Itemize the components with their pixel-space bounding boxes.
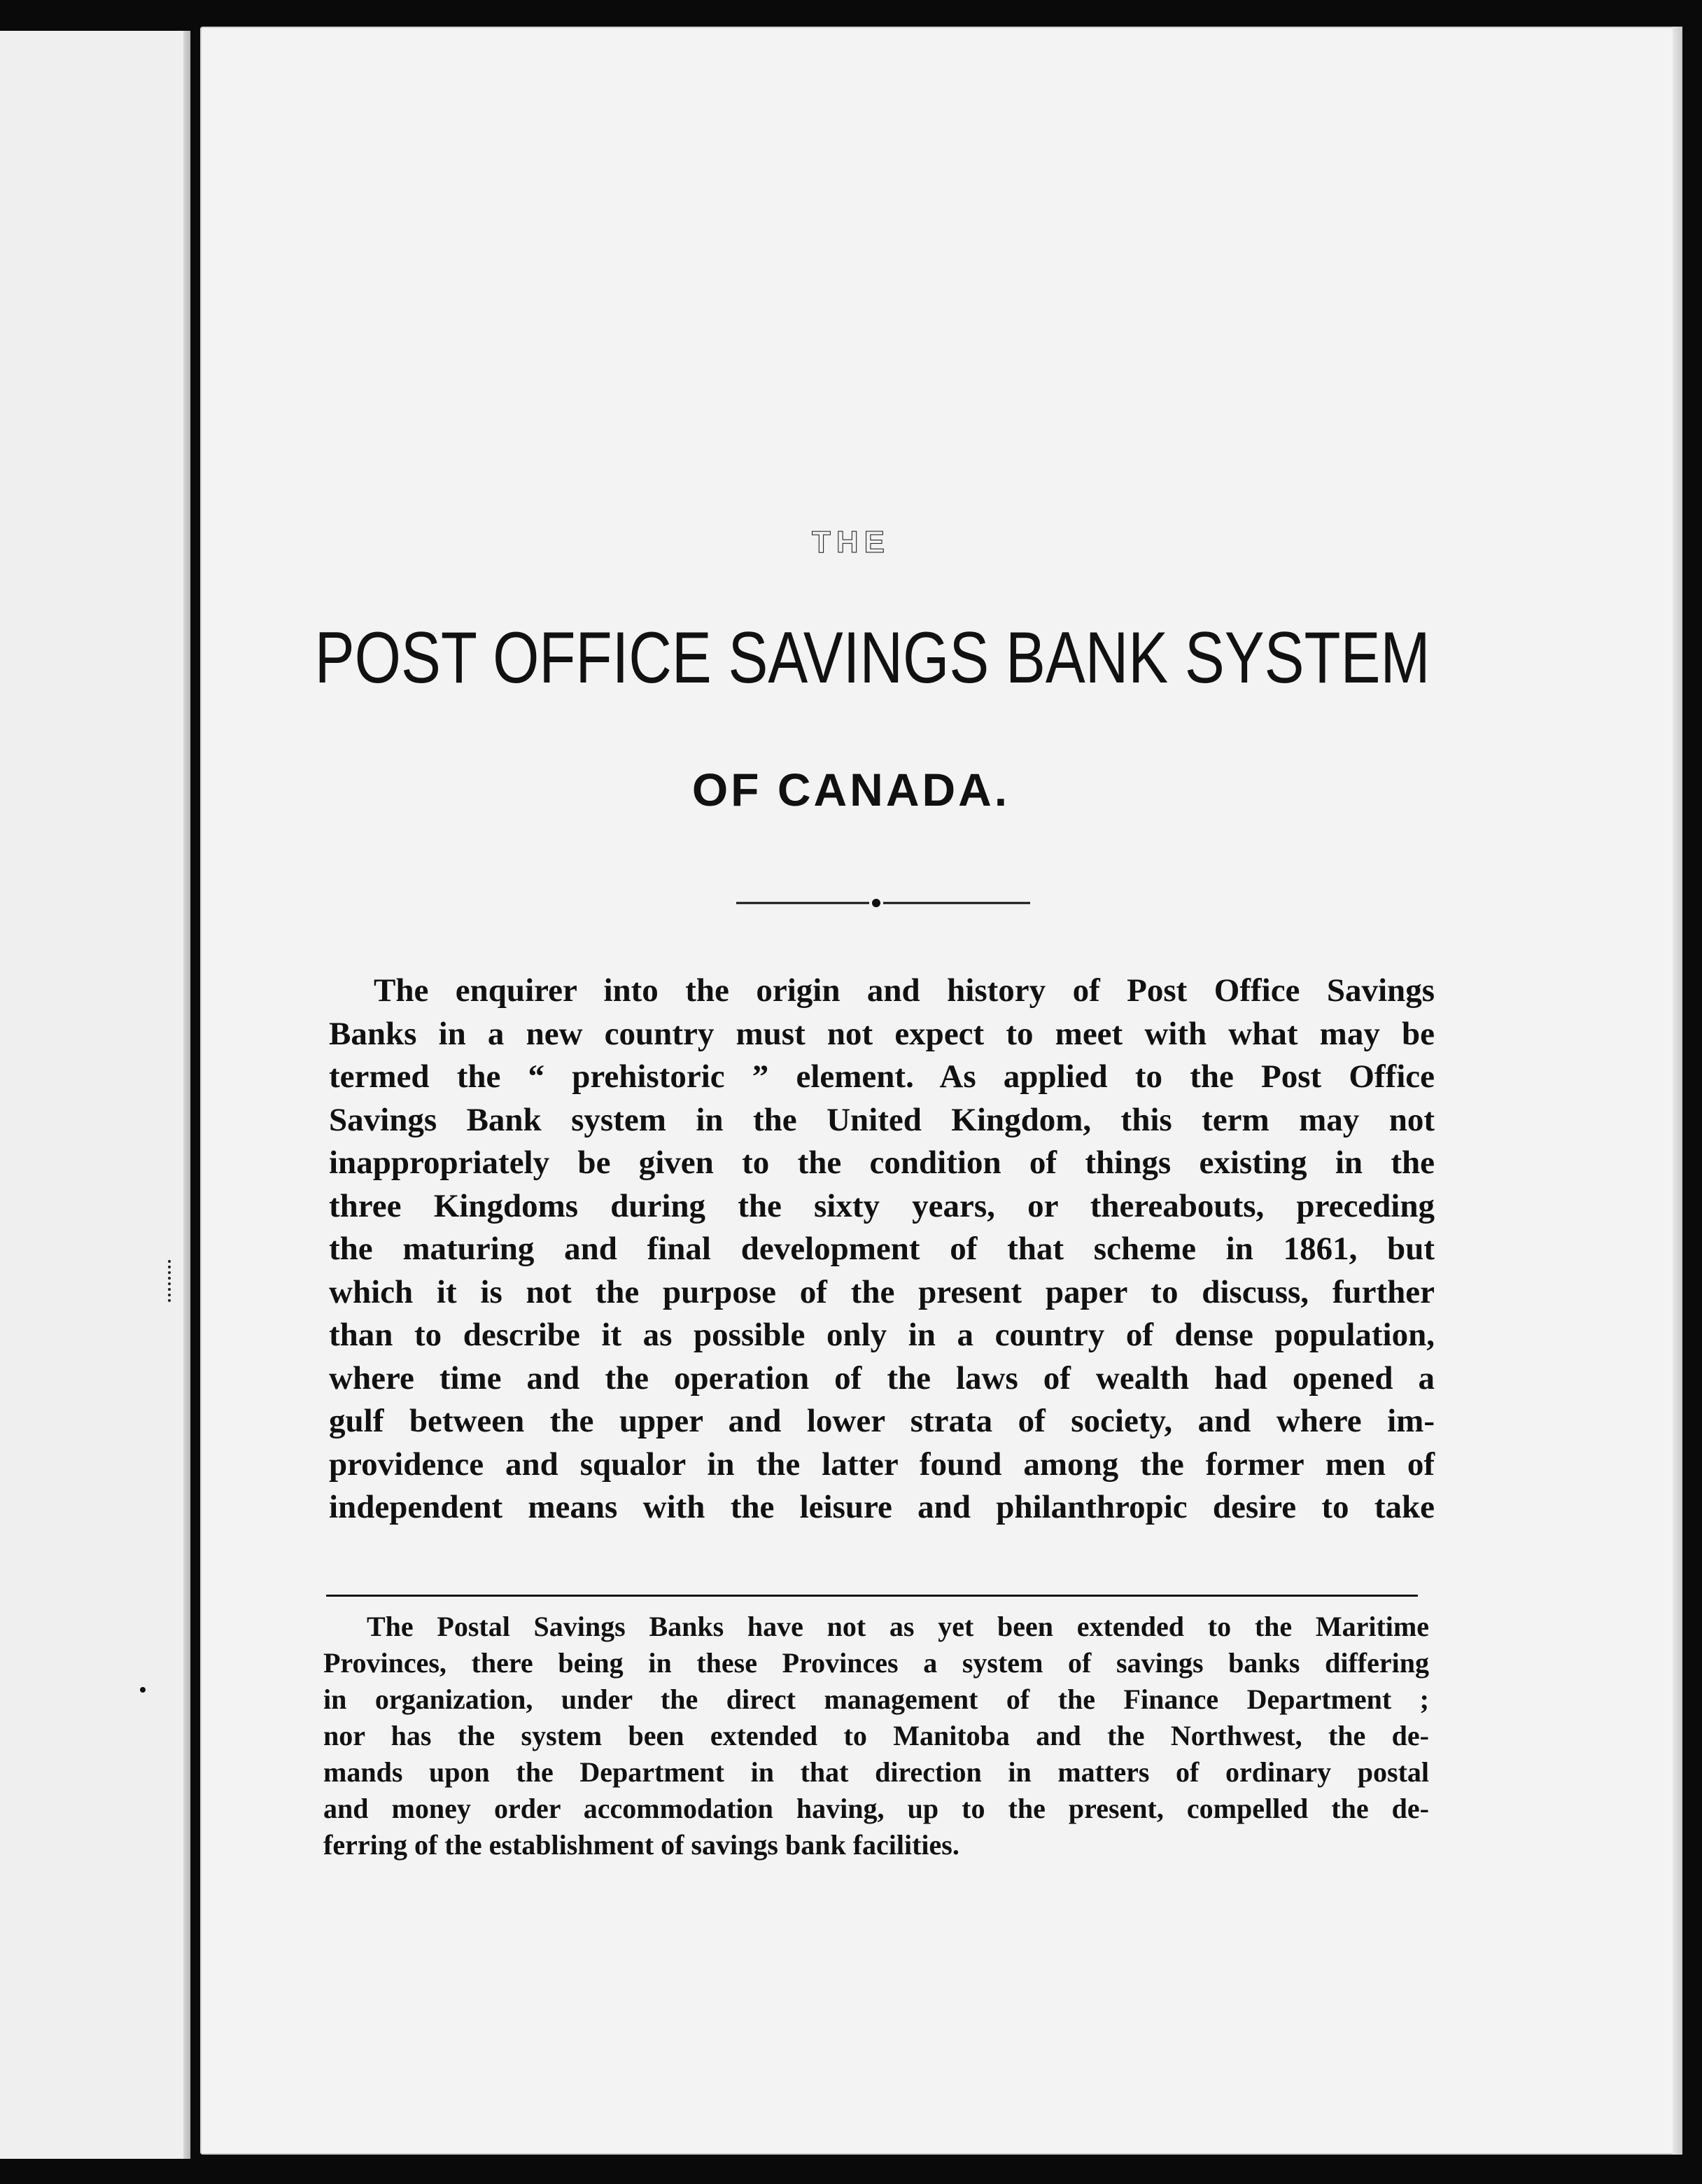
footnote-line: mands upon the Department in that direction in matters of ordinary postal bbox=[323, 1756, 1429, 1788]
body-line: providence and squalor in the latter found among the former men of bbox=[329, 1446, 1435, 1483]
facing-page-edge bbox=[183, 31, 190, 2159]
body-line: The enquirer into the origin and history of Post Office Savings bbox=[374, 972, 1435, 1009]
footnote-line: nor has the system been extended to Manitoba and the Northwest, the de- bbox=[323, 1720, 1429, 1751]
page-edge bbox=[1673, 27, 1682, 2155]
binding-stitch-mark bbox=[168, 1260, 186, 1302]
footnote-rule bbox=[326, 1595, 1418, 1597]
body-line: than to describe it as possible only in a country of dense population, bbox=[329, 1317, 1435, 1353]
footnote-line: The Postal Savings Banks have not as yet been extended to the Maritime bbox=[367, 1611, 1429, 1642]
body-line: gulf between the upper and lower strata of society, and where im- bbox=[329, 1403, 1435, 1439]
footnote-line: and money order accommodation having, up to the present, compelled the de- bbox=[323, 1793, 1429, 1824]
page-subtitle: OF CANADA. bbox=[691, 764, 1011, 816]
body-paragraph bbox=[329, 969, 1435, 1530]
footnote-line: Provinces, there being in these Provinces a system of savings banks differing bbox=[323, 1647, 1429, 1679]
ink-speck bbox=[140, 1687, 146, 1693]
footnote-line: in organization, under the direct management of the Finance Department ; bbox=[323, 1684, 1429, 1715]
ornament-dot bbox=[872, 899, 880, 907]
footnote bbox=[323, 1609, 1429, 1863]
body-line: termed the “ prehistoric ” element. As applied to the Post Office bbox=[329, 1058, 1435, 1095]
body-line: three Kingdoms during the sixty years, or thereabouts, preceding bbox=[329, 1187, 1435, 1224]
facing-page bbox=[0, 31, 191, 2159]
body-line: Savings Bank system in the United Kingdom, this term may not bbox=[329, 1101, 1435, 1138]
body-line: where time and the operation of the laws of wealth had opened a bbox=[329, 1359, 1435, 1396]
body-line: independent means with the leisure and philanthropic desire to take bbox=[329, 1489, 1435, 1525]
body-line: Banks in a new country must not expect to meet with what may be bbox=[329, 1015, 1435, 1052]
body-line: the maturing and final development of that scheme in 1861, but bbox=[329, 1231, 1435, 1267]
body-line: inappropriately be given to the condition of things existing in the bbox=[329, 1144, 1435, 1181]
title-kicker: THE bbox=[812, 525, 890, 559]
footnote-line: ferring of the establishment of savings bank facilities. bbox=[323, 1829, 959, 1861]
page-title: POST OFFICE SAVINGS BANK SYSTEM bbox=[314, 617, 1430, 699]
body-line: which it is not the purpose of the present paper to discuss, further bbox=[329, 1273, 1435, 1310]
ornament-divider bbox=[736, 896, 1030, 910]
